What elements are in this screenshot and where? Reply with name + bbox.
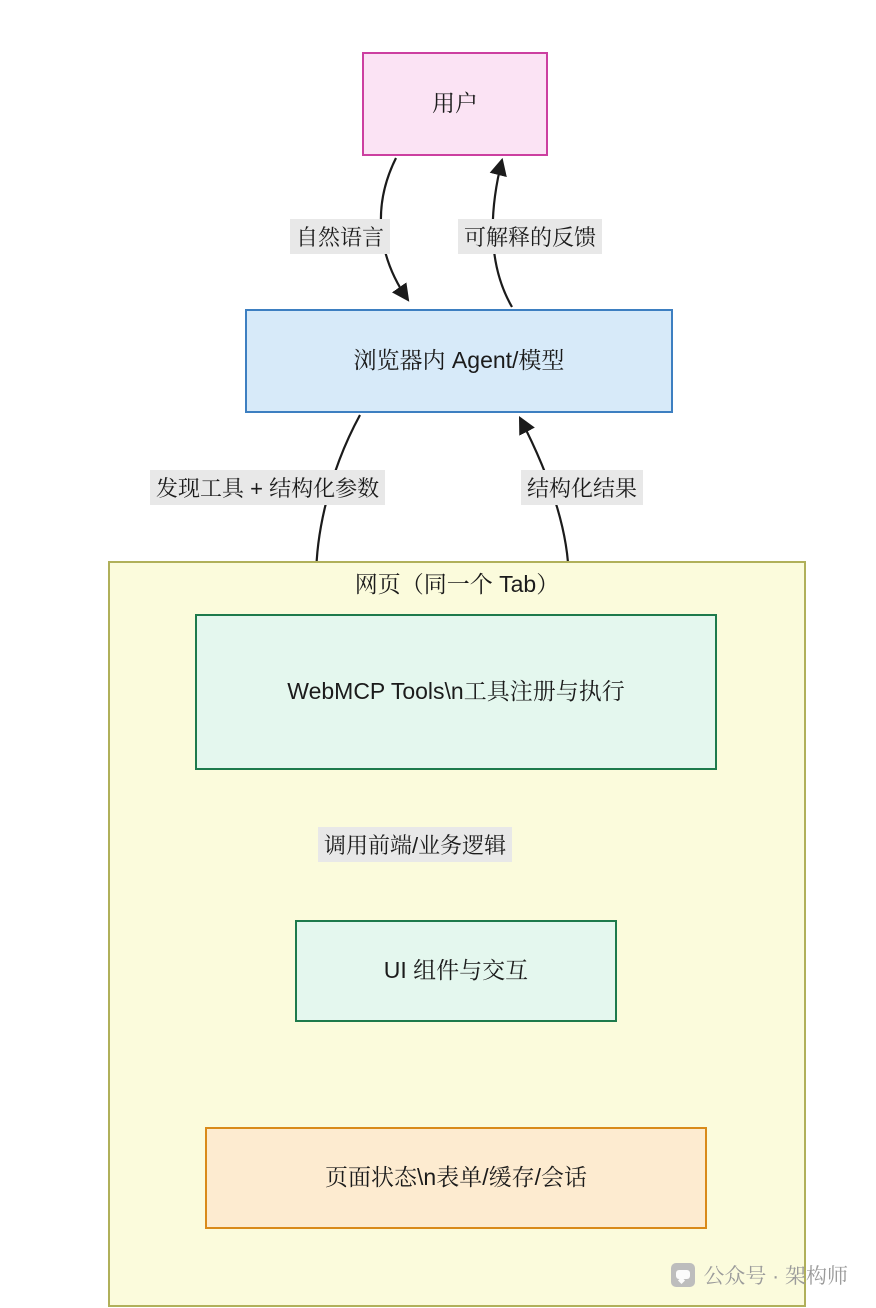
wechat-icon: [671, 1263, 695, 1287]
node-ui-components-label: UI 组件与交互: [383, 957, 529, 984]
node-webmcp-tools[interactable]: [195, 614, 717, 770]
edge-label-explainable-feedback: 可解释的反馈: [458, 219, 602, 254]
node-webmcp-tools-label: WebMCP Tools\n工具注册与执行: [287, 678, 625, 705]
node-page-state[interactable]: [205, 1127, 707, 1229]
watermark-text: 公众号 · 架构师: [703, 1265, 848, 1288]
group-webpage-label: 网页（同一个 Tab）: [354, 571, 560, 597]
edge-label-invoke-frontend: 调用前端/业务逻辑: [318, 827, 512, 862]
node-browser-agent[interactable]: [245, 309, 673, 413]
node-page-state-label: 页面状态\n表单/缓存/会话: [325, 1164, 587, 1191]
node-user[interactable]: [362, 52, 548, 156]
node-browser-agent-label: 浏览器内 Agent/模型: [353, 347, 565, 374]
edge-label-structured-result: 结构化结果: [521, 470, 643, 505]
node-ui-components[interactable]: [295, 920, 617, 1022]
edge-label-natural-language: 自然语言: [290, 219, 390, 254]
watermark: [671, 1260, 848, 1290]
node-user-label: 用户: [432, 90, 478, 117]
edge-label-discover-tools: 发现工具 + 结构化参数: [150, 470, 385, 505]
